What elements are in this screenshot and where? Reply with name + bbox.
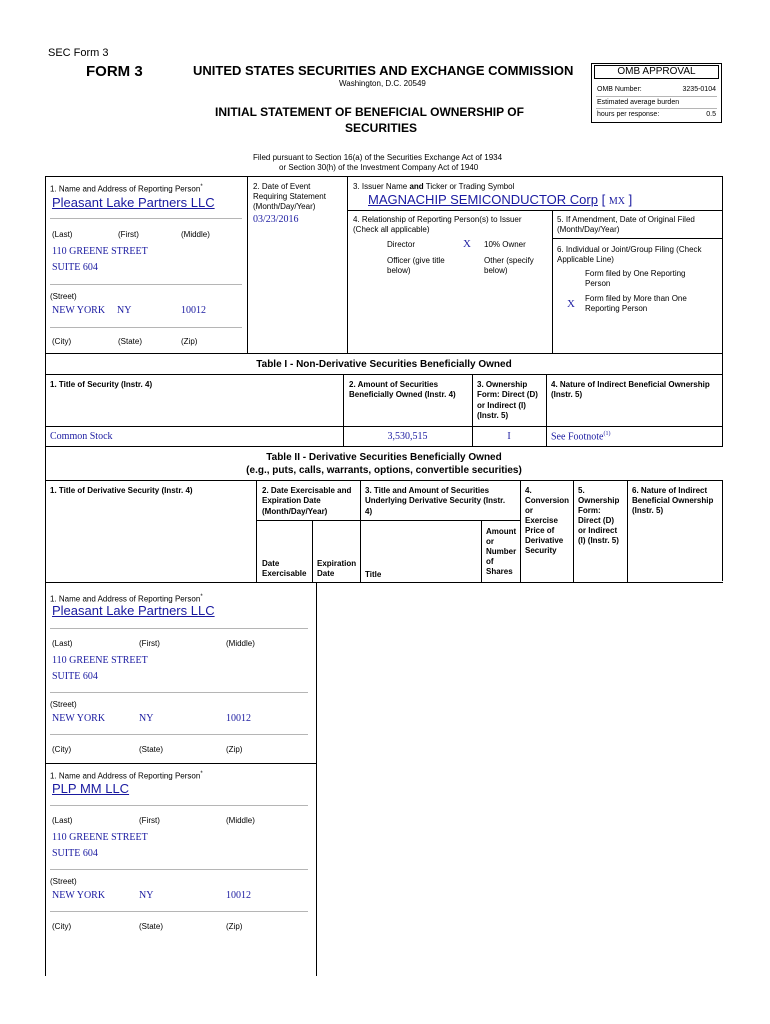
person2-state-value: NY xyxy=(139,890,154,901)
person2-state-label: (State) xyxy=(139,922,164,931)
more-than-one-check: X xyxy=(567,298,575,310)
box5-label-line1: 5. If Amendment, Date of Original Filed xyxy=(557,215,695,224)
box2-label-line3: (Month/Day/Year) xyxy=(253,202,316,211)
person2-street-label: (Street) xyxy=(50,877,77,886)
more-than-one-label-line2: Reporting Person xyxy=(585,304,648,313)
table2-col6-header: 6. Nature of Indirect Beneficial Ownership (Instr. 5) xyxy=(632,486,714,515)
box3-label: 3. Issuer Name and Ticker or Trading Symbol xyxy=(353,182,515,191)
person1-state-label: (State) xyxy=(139,745,164,754)
box2-label-line2: Requiring Statement xyxy=(253,192,326,201)
omb-hours-label: hours per response: xyxy=(597,111,660,118)
person1-zip-label: (Zip) xyxy=(226,745,243,754)
city-label: (City) xyxy=(52,337,72,346)
box6-label-line2: Applicable Line) xyxy=(557,255,614,264)
table2-title-line2: (e.g., puts, calls, warrants, options, convertible securities) xyxy=(246,465,522,476)
officer-label-line2: below) xyxy=(387,266,411,275)
ticker-symbol: MX xyxy=(608,196,625,207)
statement-title-line2: SECURITIES xyxy=(345,121,418,135)
table2-col1-header: 1. Title of Derivative Security (Instr. 4) xyxy=(50,486,193,495)
table1-title: Table I - Non-Derivative Securities Beneficially Owned xyxy=(256,359,512,370)
table2-col2-header-line3: (Month/Day/Year) xyxy=(262,507,328,516)
person2-city-value: NEW YORK xyxy=(52,890,106,901)
reporting-person-name-link[interactable]: Pleasant Lake Partners LLC xyxy=(52,195,215,210)
person2-address-line1: 110 GREENE STREET xyxy=(52,832,148,843)
table2-col5-header: 5. Ownership Form: Direct (D) or Indirect (I) (Instr. 5) xyxy=(578,486,620,545)
issuer-line: MAGNACHIP SEMICONDUCTOR Corp [ MX ] xyxy=(368,192,633,207)
table2-col2-header-line2: Expiration Date xyxy=(262,496,321,505)
table2-col4-header: 4. Conversion or Exercise Price of Derivative Security xyxy=(525,486,570,555)
ten-percent-owner-check: X xyxy=(463,238,471,250)
other-label-line2: below) xyxy=(484,266,508,275)
street-label: (Street) xyxy=(50,292,77,301)
ten-percent-owner-label: 10% Owner xyxy=(484,240,526,249)
footnote-ref[interactable]: (1) xyxy=(603,431,611,437)
table1-col3-header-line3: or Indirect (I) xyxy=(477,401,526,410)
person2-name-link[interactable]: PLP MM LLC xyxy=(52,781,130,796)
person2-zip-value: 10012 xyxy=(226,890,251,901)
last-label: (Last) xyxy=(52,230,73,239)
box2-label-line1: 2. Date of Event xyxy=(253,182,311,191)
table1-col1-header: 1. Title of Security (Instr. 4) xyxy=(50,380,153,389)
person1-street-label: (Street) xyxy=(50,700,77,709)
one-person-label-line1: Form filed by One Reporting xyxy=(585,269,686,278)
table2-sub-date-exercisable: Date Exercisable xyxy=(262,559,307,578)
table2-col2-header-line1: 2. Date Exercisable and xyxy=(262,486,352,495)
omb-title: OMB APPROVAL xyxy=(617,66,696,77)
city-value: NEW YORK xyxy=(52,305,106,316)
form-type-label: SEC Form 3 xyxy=(48,47,109,59)
table1-col3-header-line4: (Instr. 5) xyxy=(477,411,509,420)
table2-sub-amount: Amount or Number of Shares xyxy=(486,527,517,576)
director-label: Director xyxy=(387,240,416,249)
filed-pursuant-line1: Filed pursuant to Section 16(a) of the Securities Exchange Act of 1934 xyxy=(253,153,503,162)
omb-burden-label: Estimated average burden xyxy=(597,99,680,106)
person1-city-value: NEW YORK xyxy=(52,713,106,724)
address-line2: SUITE 604 xyxy=(52,262,98,273)
table1-row-ownership-form: I xyxy=(507,431,511,442)
table1-col2-header-line2: Beneficially Owned (Instr. 4) xyxy=(349,390,456,399)
table1-row-amount: 3,530,515 xyxy=(387,431,428,442)
agency-title: UNITED STATES SECURITIES AND EXCHANGE COMMISSION xyxy=(193,63,574,78)
box4-label-line1: 4. Relationship of Reporting Person(s) to Issuer xyxy=(353,215,522,224)
person1-city-label: (City) xyxy=(52,745,72,754)
agency-city: Washington, D.C. 20549 xyxy=(339,79,426,88)
other-label-line1: Other (specify xyxy=(484,256,534,265)
middle-label: (Middle) xyxy=(181,230,210,239)
omb-number-label: OMB Number: xyxy=(597,86,642,93)
omb-number-value: 3235-0104 xyxy=(682,86,716,93)
event-date-value: 03/23/2016 xyxy=(253,214,299,225)
person2-city-label: (City) xyxy=(52,922,72,931)
person2-first-label: (First) xyxy=(139,816,160,825)
person2-label: 1. Name and Address of Reporting Person* xyxy=(50,771,203,781)
table1-col4-header-line2: (Instr. 5) xyxy=(551,390,583,399)
form-number: FORM 3 xyxy=(86,63,143,80)
address-line1: 110 GREENE STREET xyxy=(52,246,148,257)
box1-label: 1. Name and Address of Reporting Person* xyxy=(50,184,203,194)
person1-zip-value: 10012 xyxy=(226,713,251,724)
one-person-label-line2: Person xyxy=(585,279,611,288)
table2-sub-title: Title xyxy=(365,570,382,579)
person2-address-line2: SUITE 604 xyxy=(52,848,98,859)
officer-label-line1: Officer (give title xyxy=(387,256,445,265)
table2-col3-header-line3: 4) xyxy=(365,507,373,516)
first-label: (First) xyxy=(118,230,139,239)
zip-value: 10012 xyxy=(181,305,206,316)
table2-col3-header-line2: Underlying Derivative Security (Instr. xyxy=(365,496,506,505)
statement-title-line1: INITIAL STATEMENT OF BENEFICIAL OWNERSHIP OF xyxy=(215,105,524,119)
zip-label: (Zip) xyxy=(181,337,198,346)
box4-label-line2: (Check all applicable) xyxy=(353,225,430,234)
box5-label-line2: (Month/Day/Year) xyxy=(557,225,620,234)
person2-last-label: (Last) xyxy=(52,816,73,825)
table2-sub-expiration-date: Expiration Date xyxy=(317,559,357,578)
person1-address-line1: 110 GREENE STREET xyxy=(52,655,148,666)
table1-row-nature: See Footnote$^{(1)}$ xyxy=(551,431,611,443)
more-than-one-label-line1: Form filed by More than One xyxy=(585,294,687,303)
omb-hours-value: 0.5 xyxy=(706,111,716,118)
table2-title-line1: Table II - Derivative Securities Beneficially Owned xyxy=(266,452,502,463)
issuer-name-link[interactable]: MAGNACHIP SEMICONDUCTOR Corp xyxy=(368,192,598,207)
person1-label: 1. Name and Address of Reporting Person* xyxy=(50,594,203,604)
filed-pursuant-line2: or Section 30(h) of the Investment Company Act of 1940 xyxy=(279,163,479,172)
person1-first-label: (First) xyxy=(139,639,160,648)
state-value: NY xyxy=(117,305,132,316)
person1-middle-label: (Middle) xyxy=(226,639,255,648)
table1-col4-header-line1: 4. Nature of Indirect Beneficial Ownership xyxy=(551,380,710,389)
table1-col3-header-line1: 3. Ownership xyxy=(477,380,528,389)
person2-zip-label: (Zip) xyxy=(226,922,243,931)
person2-middle-label: (Middle) xyxy=(226,816,255,825)
box6-label-line1: 6. Individual or Joint/Group Filing (Check xyxy=(557,245,702,254)
person1-state-value: NY xyxy=(139,713,154,724)
table1-col2-header-line1: 2. Amount of Securities xyxy=(349,380,439,389)
state-label: (State) xyxy=(118,337,143,346)
table1-col3-header-line2: Form: Direct (D) xyxy=(477,390,538,399)
table2-col3-header-line1: 3. Title and Amount of Securities xyxy=(365,486,490,495)
person1-address-line2: SUITE 604 xyxy=(52,671,98,682)
person1-last-label: (Last) xyxy=(52,639,73,648)
table1-row-security: Common Stock xyxy=(50,431,113,442)
person1-name-link[interactable]: Pleasant Lake Partners LLC xyxy=(52,603,215,618)
